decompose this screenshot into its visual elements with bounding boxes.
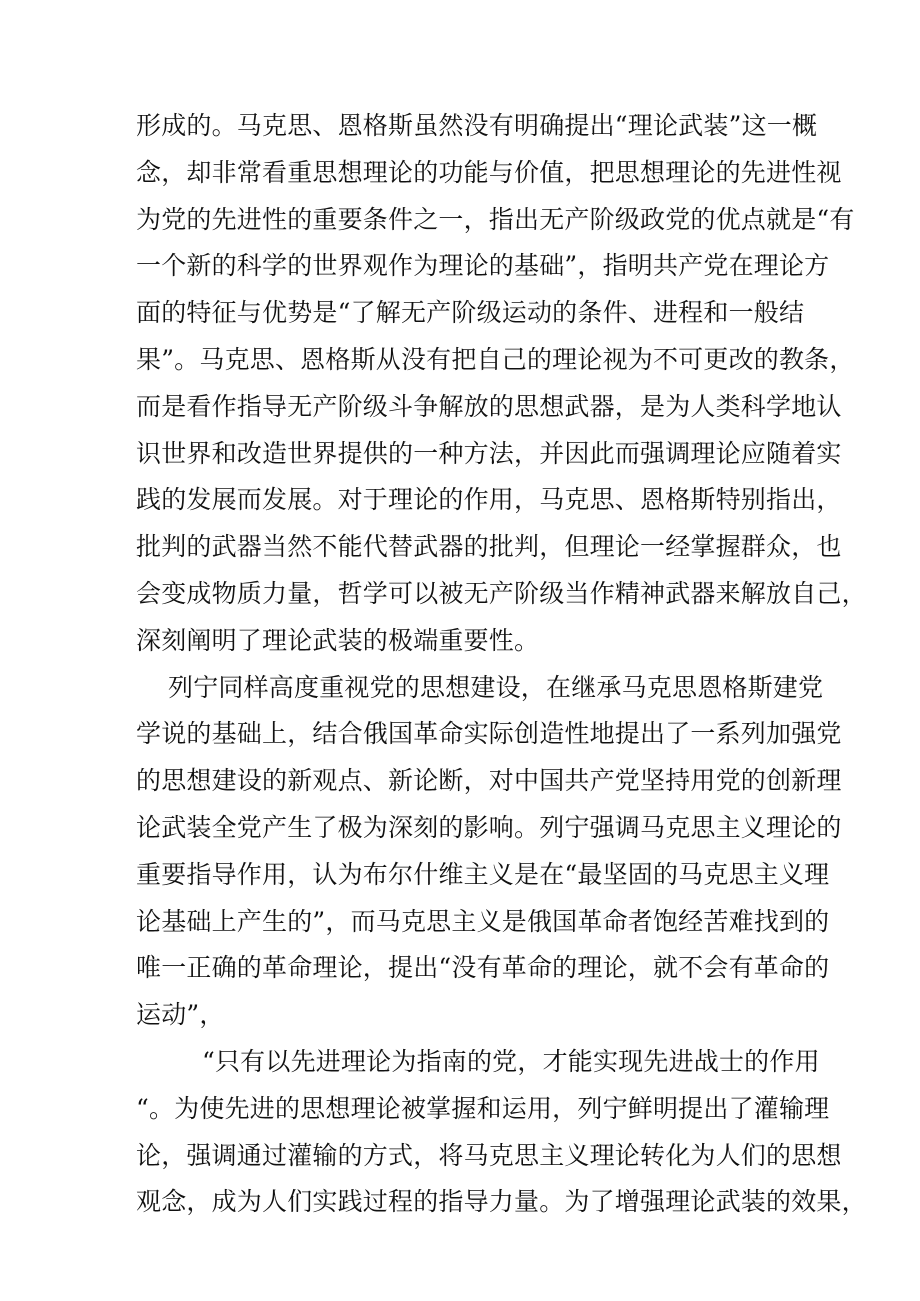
text-line: 而是看作指导无产阶级斗争解放的思想武器，是为人类科学地认: [136, 391, 842, 421]
text-line: 论武装全党产生了极为深刻的影响。列宁强调马克思主义理论的: [136, 812, 842, 842]
text-line: 论基础上产生的”，而马克思主义是俄国革命者饱经苦难找到的: [136, 906, 830, 936]
text-line: 运动”，: [136, 1000, 225, 1030]
text-line: 列宁同样高度重视党的思想建设，在继承马克思恩格斯建党: [168, 672, 824, 702]
text-line: 形成的。马克思、恩格斯虽然没有明确提出“理论武装”这一概: [136, 111, 818, 140]
text-line: 重要指导作用，认为布尔什维主义是在“最坚固的马克思主义理: [136, 859, 830, 889]
text-line: 面的特征与优势是“了解无产阶级运动的条件、进程和一般结: [136, 298, 805, 328]
document-body: [136, 103, 867, 1226]
text-line: 践的发展而发展。对于理论的作用，马克思、恩格斯特别指出，: [136, 485, 842, 515]
text-line: 论，强调通过灌输的方式，将马克思主义理论转化为人们的思想: [136, 1140, 842, 1170]
text-line: 唯一正确的革命理论，提出“没有革命的理论，就不会有革命的: [136, 953, 830, 983]
paragraph-1: [136, 103, 867, 665]
text-line: 批判的武器当然不能代替武器的批判，但理论一经掌握群众，也: [136, 532, 842, 562]
text-line: 果”。马克思、恩格斯从没有把自己的理论视为不可更改的教条，: [136, 344, 855, 374]
text-line: 学说的基础上，结合俄国革命实际创造性地提出了一系列加强党: [136, 719, 842, 749]
text-line: 一个新的科学的世界观作为理论的基础”，指明共产党在理论方: [136, 251, 830, 281]
text-line: 深刻阐明了理论武装的极端重要性。: [136, 625, 540, 655]
text-line: 观念，成为人们实践过程的指导力量。为了增强理论武装的效果，: [136, 1187, 867, 1217]
text-line: “。为使先进的思想理论被掌握和运用，列宁鲜明提出了灌输理: [136, 1093, 830, 1123]
text-line: “只有以先进理论为指南的党，才能实现先进战士的作用: [202, 1046, 820, 1076]
text-line: 念，却非常看重思想理论的功能与价值，把思想理论的先进性视: [136, 157, 842, 187]
paragraph-3: [136, 1039, 867, 1226]
text-line: 识世界和改造世界提供的一种方法，并因此而强调理论应随着实: [136, 438, 842, 468]
paragraph-2: [136, 665, 842, 1039]
text-line: 会变成物质力量，哲学可以被无产阶级当作精神武器来解放自己，: [136, 578, 867, 608]
text-line: 的思想建设的新观点、新论断，对中国共产党坚持用党的创新理: [136, 766, 842, 796]
text-line: 为党的先进性的重要条件之一，指出无产阶级政党的优点就是“有: [136, 204, 855, 234]
